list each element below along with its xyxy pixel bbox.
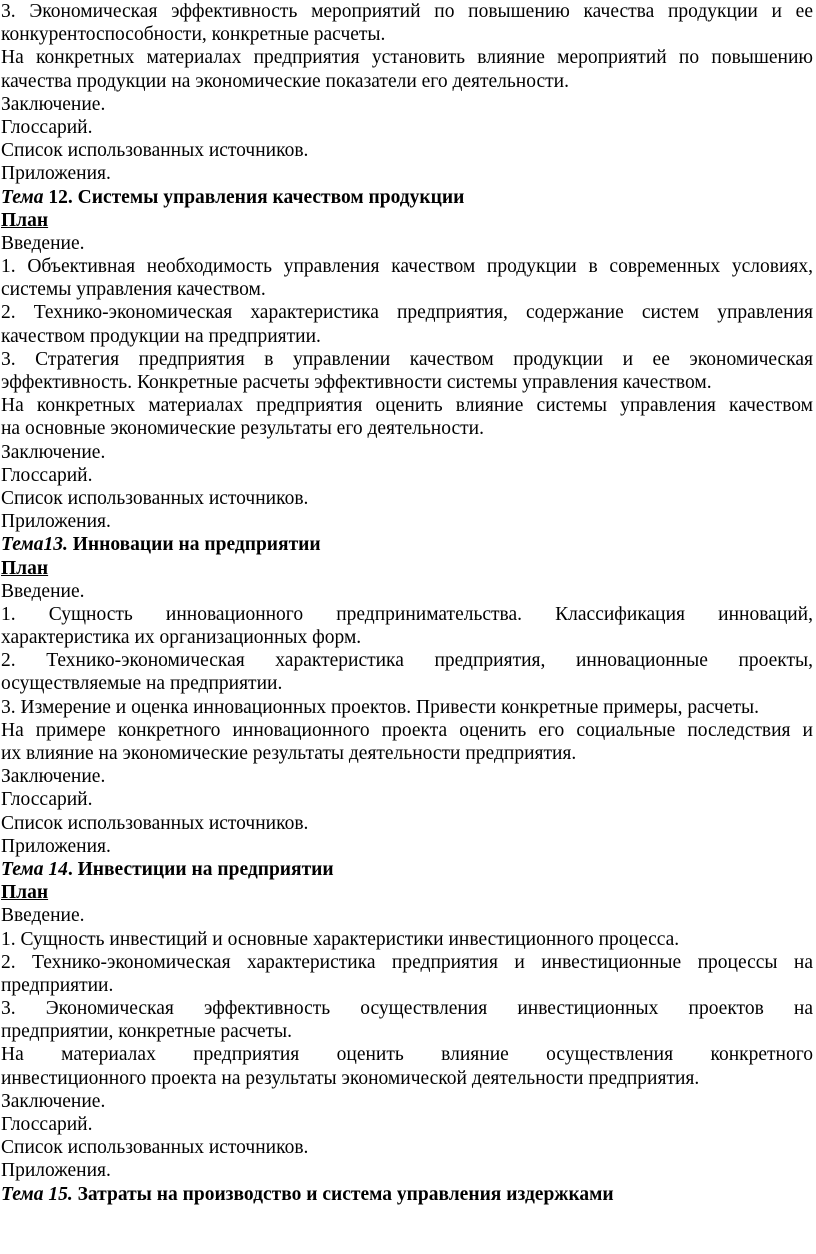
text-line: характеристика их организационных форм. (1, 627, 362, 649)
text-line: инвестиционного проекта на результаты экономической деятельности предприятия. (1, 1067, 700, 1089)
text-line: На конкретных материалах предприятия оценить влияние системы управления качеством (1, 395, 813, 417)
text-line: Заключение. (1, 93, 106, 115)
text-line: Список использованных источников. (1, 140, 309, 162)
text-line: предприятии, конкретные расчеты. (1, 1021, 293, 1043)
plan-label: План (1, 882, 49, 904)
text-line: эффективность. Конкретные расчеты эффективности системы управления качеством. (1, 372, 712, 393)
text-line: Список использованных источников. (1, 1137, 309, 1159)
text-line: 3. Измерение и оценка инновационных проектов. Привести конкретные примеры, расчеты. (1, 696, 759, 718)
topic-title: 12. Системы управления качеством продукции (43, 186, 465, 208)
plan-heading (1, 881, 813, 904)
text-line: осуществляемые на предприятии. (1, 673, 283, 695)
text-line: Глоссарий. (1, 464, 93, 486)
text-line: Приложения. (1, 835, 111, 857)
text-line: 1. Объективная необходимость управления качеством продукции в современных условиях, (1, 256, 813, 278)
text-line: качеством продукции на предприятии. (1, 325, 321, 347)
text-line: Приложения. (1, 1160, 111, 1182)
text-line: На примере конкретного инновационного проекта оценить его социальные последствия и (1, 719, 813, 741)
text-line: 2. Технико-экономическая характеристика предприятия, содержание систем управления (1, 302, 813, 324)
plan-heading (1, 209, 813, 232)
topic-number: Тема 14 (1, 858, 68, 880)
topic-title: . Инвестиции на предприятии (67, 858, 334, 880)
text-line: предприятии. (1, 974, 114, 996)
text-line: Введение. (1, 580, 85, 602)
topic-heading (1, 533, 813, 556)
topic-heading (1, 1183, 813, 1206)
text-line: их влияние на экономические результаты деятельности предприятия. (1, 743, 577, 764)
text-line: 3. Стратегия предприятия в управлении качеством продукции и ее экономическая (1, 348, 813, 370)
topic-number: Тема 15. (1, 1183, 73, 1205)
text-line: Глоссарий. (1, 1114, 93, 1135)
text-line: 1. Сущность инвестиций и основные характеристики инвестиционного процесса. (1, 928, 680, 950)
text-line: На материалах предприятия оценить влияние осуществления конкретного (1, 1044, 813, 1066)
text-line: на основные экономические результаты его деятельности. (1, 418, 484, 440)
text-line: Введение. (1, 905, 85, 927)
topic-number: Тема (1, 186, 44, 208)
text-line: 2. Технико-экономическая характеристика предприятия и инвестиционные процессы на (1, 951, 813, 973)
topic-title: Инновации на предприятии (67, 534, 321, 556)
text-line: Глоссарий. (1, 116, 93, 138)
topic-heading (1, 186, 813, 209)
plan-label: План (1, 209, 49, 231)
text-line: Глоссарий. (1, 789, 93, 811)
text-line: На конкретных материалах предприятия установить влияние мероприятий по повышению (1, 47, 813, 69)
text-line: 3. Экономическая эффективность мероприятий по повышению качества продукции и ее (1, 1, 813, 22)
text-line: Заключение. (1, 1090, 106, 1112)
text-line: Заключение. (1, 766, 106, 788)
plan-label: План (1, 557, 49, 579)
topic-number: Тема13. (1, 534, 68, 556)
topic-heading (1, 858, 813, 881)
text-line: Приложения. (1, 163, 111, 185)
plan-heading (1, 557, 813, 580)
text-line: Введение. (1, 232, 85, 254)
text-line: 2. Технико-экономическая характеристика предприятия, инновационные проекты, (1, 650, 813, 672)
text-line: 1. Сущность инновационного предпринимательства. Классификация инноваций, (1, 603, 813, 625)
text-line: 3. Экономическая эффективность осуществления инвестиционных проектов на (1, 998, 813, 1020)
text-line: Приложения. (1, 511, 111, 533)
text-line: Список использованных источников. (1, 812, 309, 834)
text-line: конкурентоспособности, конкретные расчеты. (1, 24, 386, 46)
text-line: качества продукции на экономические показатели его деятельности. (1, 70, 569, 92)
topic-title: Затраты на производство и система управления издержками (72, 1183, 614, 1205)
text-line: системы управления качеством. (1, 279, 266, 301)
text-line: Заключение. (1, 441, 106, 463)
text-line: Список использованных источников. (1, 487, 309, 509)
